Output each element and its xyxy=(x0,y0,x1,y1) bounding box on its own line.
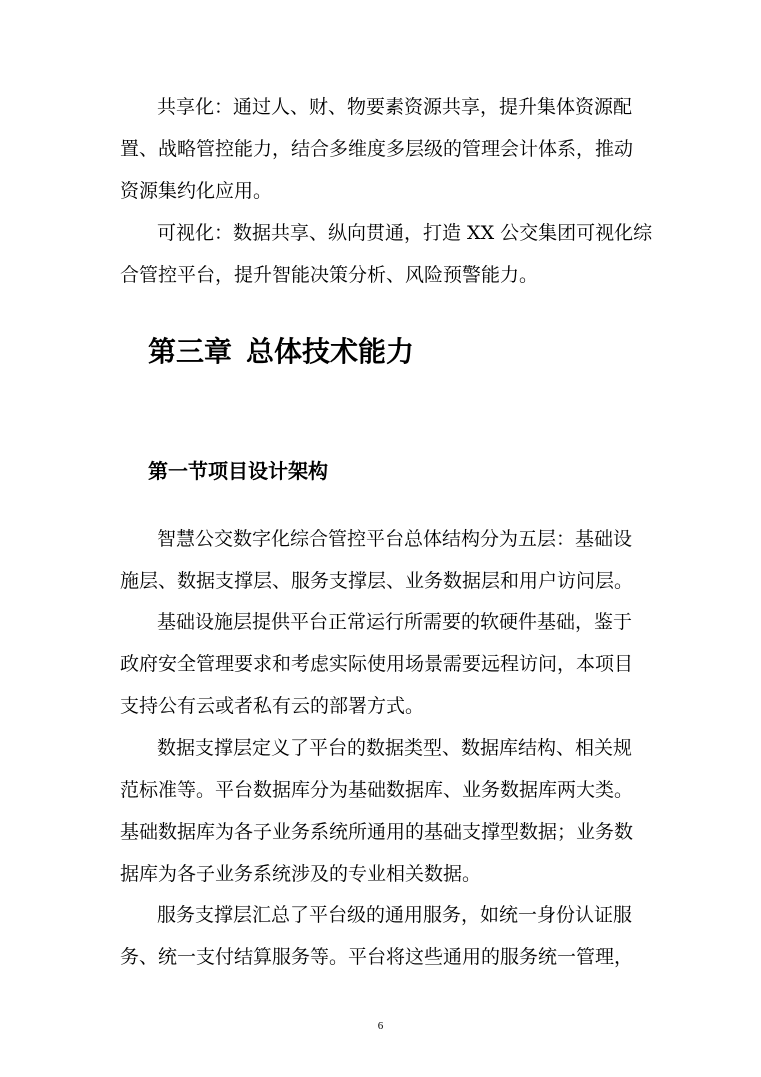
section-heading: 第一节项目设计架构 xyxy=(148,459,328,483)
body-paragraph-data-support xyxy=(120,727,640,895)
body-paragraph-structure xyxy=(120,518,640,602)
body-paragraph-service-support xyxy=(120,894,640,978)
body-paragraph-infrastructure xyxy=(120,601,640,727)
text-line: 共享化：通过人、财、物要素资源共享，提升集体资源配 xyxy=(157,96,633,118)
text-line: 合管控平台，提升智能决策分析、风险预警能力。 xyxy=(120,264,539,286)
text-line: 施层、数据支撑层、服务支撑层、业务数据层和用户访问层。 xyxy=(120,570,634,592)
text-line: 基础设施层提供平台正常运行所需要的软硬件基础，鉴于 xyxy=(157,611,633,633)
text-line: 服务支撑层汇总了平台级的通用服务，如统一身份认证服 xyxy=(157,904,633,926)
chapter-number: 第三章 xyxy=(148,335,233,368)
text-line: 数据支撑层定义了平台的数据类型、数据库结构、相关规 xyxy=(157,737,633,759)
text-line: 基础数据库为各子业务系统所通用的基础支撑型数据；业务数 xyxy=(120,821,634,843)
text-line: 务、统一支付结算服务等。平台将这些通用的服务统一管理， xyxy=(120,946,634,968)
page-number: 6 xyxy=(377,1020,384,1032)
text-line: 智慧公交数字化综合管控平台总体结构分为五层：基础设 xyxy=(157,528,633,550)
text-line: 支持公有云或者私有云的部署方式。 xyxy=(120,695,425,717)
text-line: 政府安全管理要求和考虑实际使用场景需要远程访问，本项目 xyxy=(120,653,634,675)
intro-paragraph-visualization xyxy=(120,212,653,296)
text-line: 置、战略管控能力，结合多维度多层级的管理会计体系，推动 xyxy=(120,138,634,160)
chapter-title: 总体技术能力 xyxy=(246,335,415,368)
text-line: 据库为各子业务系统涉及的专业相关数据。 xyxy=(120,863,482,885)
text-line: 资源集约化应用。 xyxy=(120,180,273,202)
chapter-heading xyxy=(148,330,414,370)
intro-paragraph-sharing xyxy=(120,86,640,212)
text-line: 可视化：数据共享、纵向贯通，打造 XX 公交集团可视化综 xyxy=(157,222,653,244)
text-line: 范标准等。平台数据库分为基础数据库、业务数据库两大类。 xyxy=(120,779,634,801)
